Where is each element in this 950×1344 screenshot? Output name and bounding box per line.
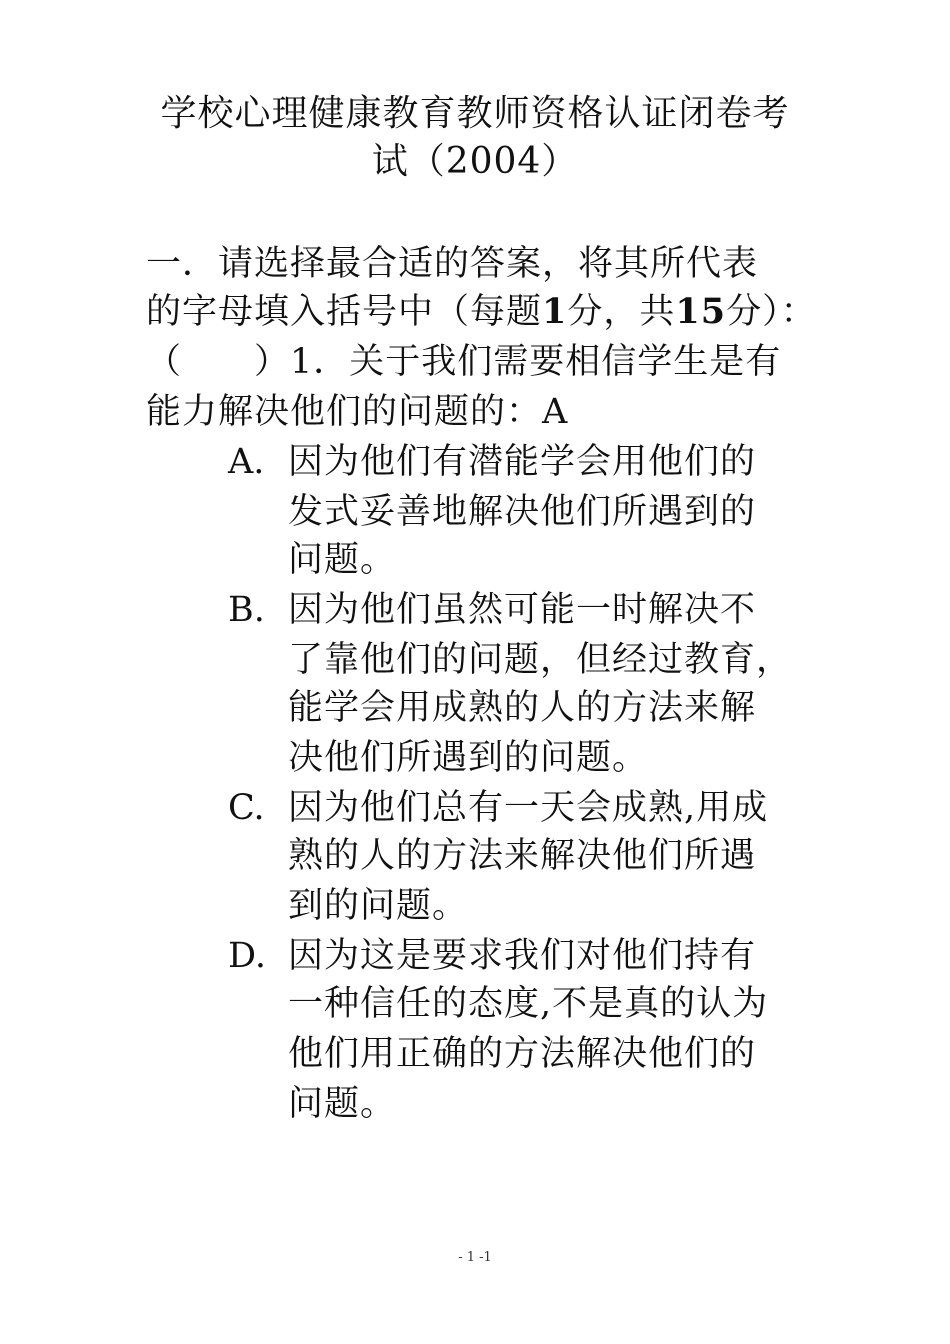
points-per-question: 1 [542,291,568,332]
option-c-line-3: 到的问题。 [288,886,469,926]
page-title-line-2: 试（2004） [371,141,579,182]
question-1-line-2: 能力解决他们的问题的：A [146,392,569,432]
instruction-text-c: 分，共 [567,292,676,332]
option-a-line-3: 问题。 [288,540,397,580]
option-b-letter: B. [228,590,265,630]
instruction-text-a: 的字母填入括号中（每题 [146,292,543,332]
page-number: - 1 -1 [458,1250,492,1265]
section-instruction-line-1: 一．请选择最合适的答案，将其所代表 [146,244,759,284]
section-instruction-line-2 [146,288,817,336]
question-1-line-1: （ ）1．关于我们需要相信学生是有 [146,342,782,382]
option-d-line-2: 一种信任的态度,不是真的认为 [288,984,769,1024]
page-title-line-1: 学校心理健康教育教师资格认证闭卷考 [160,93,790,134]
option-d-line-1: 因为这是要求我们对他们持有 [288,936,757,976]
option-a-letter: A. [228,442,265,482]
option-b-line-4: 决他们所遇到的问题。 [288,738,649,778]
option-d-line-3: 他们用正确的方法解决他们的 [288,1034,757,1074]
option-d-letter: D. [228,936,266,976]
option-c-line-1: 因为他们总有一天会成熟,用成 [288,788,769,828]
total-points: 15 [675,291,727,332]
option-a-line-1: 因为他们有潜能学会用他们的 [288,442,757,482]
option-b-line-3: 能学会用成熟的人的方法来解 [288,688,757,728]
option-b-line-1: 因为他们虽然可能一时解决不 [288,590,757,630]
option-d-line-4: 问题。 [288,1084,397,1124]
option-b-line-2: 了靠他们的问题，但经过教育， [288,640,793,680]
option-a-line-2: 发式妥善地解决他们所遇到的 [288,492,757,532]
instruction-text-e: 分）： [726,292,817,332]
option-c-letter: C. [228,788,265,828]
option-c-line-2: 熟的人的方法来解决他们所遇 [288,836,757,876]
